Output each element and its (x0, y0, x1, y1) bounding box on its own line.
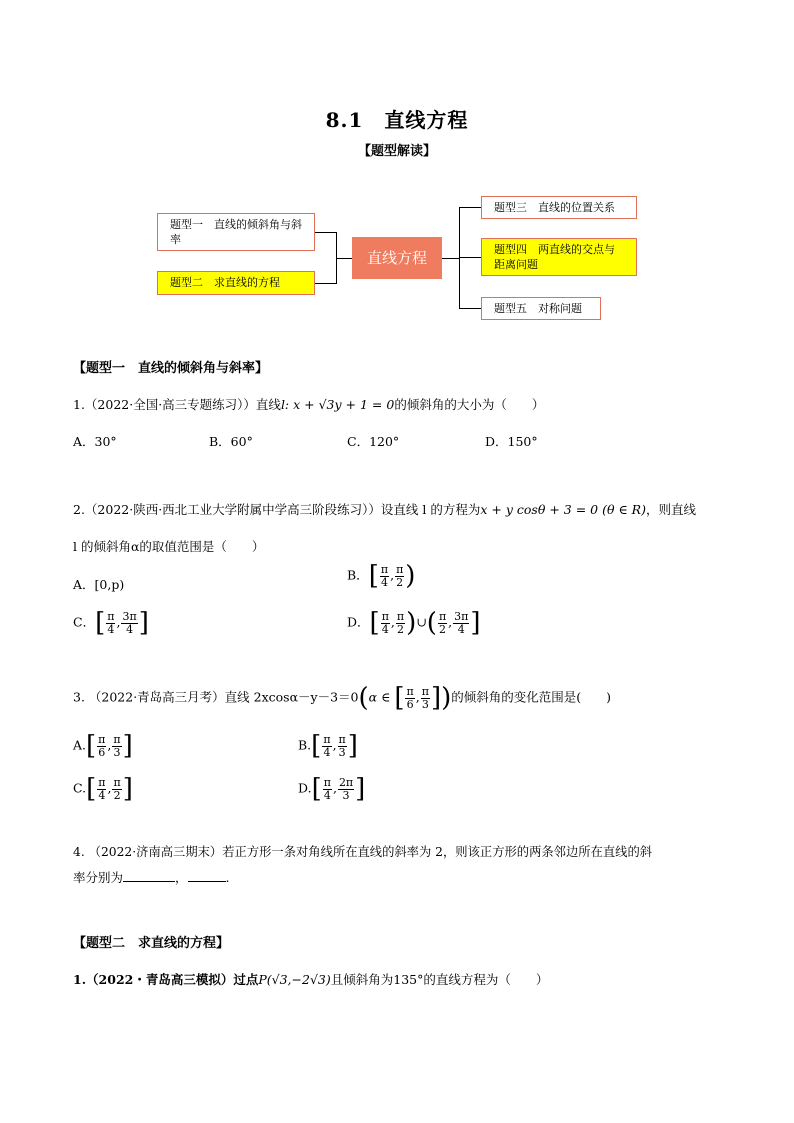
fraction: $\frac{\pi}{4}$ (323, 732, 331, 759)
question-4-line-2: 率分别为 ， . (73, 870, 230, 885)
question-5: 1.（2022・青岛高三模拟）过点P(√3,−2√3)且倾斜角为135°的直线方程为（ ） (73, 972, 549, 987)
q2-option-b: B．[ $\frac{\pi}{4}$ , $\frac{\pi}{2}$ ) (347, 561, 416, 591)
mindmap-node-right-3: 题型五 对称问题 (481, 297, 601, 320)
question-4: 4. （2022·济南高三期末）若正方形一条对角线所在直线的斜率为 2，则该正方形的两条邻边所在直线的斜 (73, 845, 653, 859)
connector (315, 283, 337, 284)
page-title: 8.1 直线方程 (325, 108, 469, 132)
connector (442, 258, 460, 259)
mindmap-node-left-2: 题型二 求直线的方程 (157, 271, 315, 295)
q1-option-a: A．30° (73, 434, 117, 449)
q1-option-c: C．120° (347, 434, 400, 449)
q3-option-d: D.[ $\frac{\pi}{4}$ , $\frac{2\pi}{3}$ ] (298, 774, 366, 804)
fraction: $\frac{\pi}{2}$ (396, 609, 405, 636)
fraction: $\frac{\pi}{4}$ (107, 609, 115, 636)
q3-option-a: A.[ $\frac{\pi}{6}$ , $\frac{\pi}{3}$ ] (73, 731, 133, 761)
q2-option-c: C．[ $\frac{\pi}{4}$ , $\frac{3\pi}{4}$ ] (73, 608, 149, 638)
fraction: $\frac{\pi}{2}$ (113, 775, 121, 802)
connector (315, 232, 337, 233)
mindmap-node-right-1: 题型三 直线的位置关系 (481, 196, 637, 219)
section-heading-2: 【题型二 求直线的方程】 (73, 936, 230, 951)
fraction: $\frac{2\pi}{3}$ (338, 775, 354, 802)
q3-option-b: B.[ $\frac{\pi}{4}$ , $\frac{\pi}{3}$ ] (298, 731, 358, 761)
q1-option-b: B．60° (209, 434, 253, 449)
fraction: $\frac{\pi}{4}$ (323, 775, 331, 802)
fraction: $\frac{3\pi}{4}$ (454, 609, 469, 636)
mindmap-center-node: 直线方程 (352, 237, 442, 279)
fraction: $\frac{\pi}{6}$ (406, 684, 414, 711)
q2-option-d: D．[ $\frac{\pi}{4}$ , $\frac{\pi}{2}$ )∪( $\frac{\pi}{2}$ , $\frac{3\pi}{4}$ ] (347, 608, 481, 638)
question-3: 3. （2022·青岛高三月考）直线 2xcosα－y－3＝0(α ∈ [ $\frac{\pi}{6}$ , $\frac{\pi}{3}$ ])的倾斜角的变化范围是( ) (73, 683, 611, 713)
fraction: $\frac{\pi}{2}$ (438, 609, 447, 636)
q2-option-a: A．[0,p) (73, 577, 125, 592)
mindmap-node-right-2: 题型四 两直线的交点与距离问题 (481, 238, 637, 276)
fraction: $\frac{\pi}{6}$ (98, 732, 106, 759)
connector (459, 257, 481, 258)
fraction: $\frac{\pi}{2}$ (396, 562, 404, 589)
connector (336, 258, 352, 259)
q1-option-d: D．150° (485, 434, 538, 449)
answer-blank (123, 869, 175, 882)
mindmap-node-left-1: 题型一 直线的倾斜角与斜率 (157, 213, 315, 251)
q3-option-c: C.[ $\frac{\pi}{4}$ , $\frac{\pi}{2}$ ] (73, 774, 133, 804)
fraction: $\frac{\pi}{4}$ (98, 775, 106, 802)
fraction: $\frac{\pi}{3}$ (421, 684, 429, 711)
connector (459, 207, 481, 208)
connector (459, 308, 481, 309)
answer-blank (188, 869, 226, 882)
section-heading-1: 【题型一 直线的倾斜角与斜率】 (73, 361, 269, 376)
question-1: 1.（2022·全国·高三专题练习））直线l: x + √3y + 1 = 0的倾斜角的大小为（ ） (73, 397, 545, 412)
fraction: $\frac{\pi}{3}$ (338, 732, 346, 759)
question-2: 2.（2022·陕西·西北工业大学附属中学高三阶段练习））设直线 l 的方程为x + y cosθ + 3 = 0 (θ ∈ R)，则直线 (73, 502, 696, 517)
fraction: $\frac{\pi}{3}$ (113, 732, 121, 759)
fraction: $\frac{\pi}{4}$ (380, 562, 389, 589)
page-subtitle: 【题型解读】 (357, 144, 436, 159)
fraction: $\frac{3\pi}{4}$ (122, 609, 137, 636)
question-2-line-2: l 的倾斜角α的取值范围是（ ） (73, 539, 265, 554)
fraction: $\frac{\pi}{4}$ (381, 609, 389, 636)
